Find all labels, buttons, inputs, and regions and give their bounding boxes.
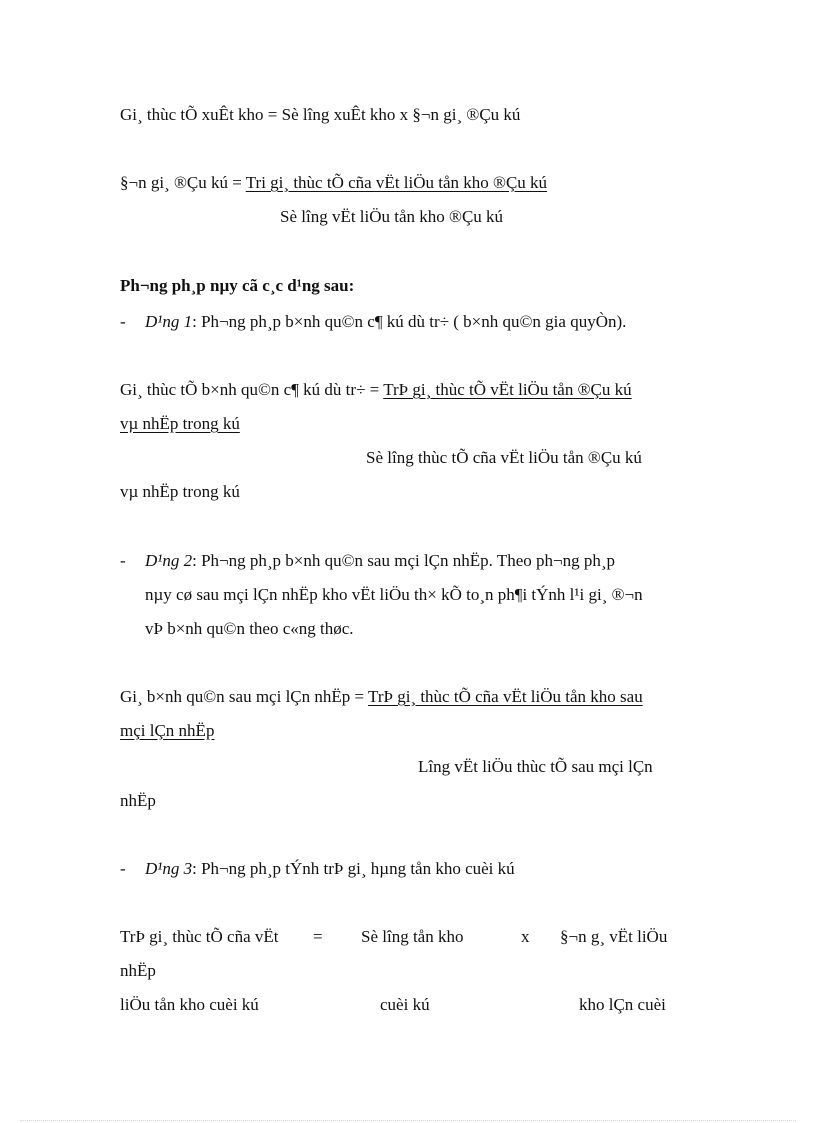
formula-numerator: TrÞ gi¸ thùc tÕ vËt liÖu tån ®Çu kú xyxy=(383,380,632,399)
formula-prefix: Gi¸ b×nh qu©n sau mçi lÇn nhËp = xyxy=(120,687,369,706)
export-price-formula: Gi¸ thùc tÕ xuÊt kho = Sè lîng xuÊt kho x §¬n gi¸ ®Çu kú xyxy=(120,105,521,124)
closing-formula-line-2: nhËp xyxy=(120,961,156,980)
method-text: : Ph¬ng ph¸p tÝnh trÞ gi¸ hµng tån kho cuèi kú xyxy=(192,859,515,878)
section-heading: Ph¬ng ph¸p nµy cã c¸c d¹ng sau: xyxy=(120,276,355,295)
bullet-dash: - xyxy=(120,312,126,331)
closing-formula-term-2: Sè lîng tån kho xyxy=(361,927,464,946)
method-label: D¹ng 2 xyxy=(145,551,193,570)
closing-formula-equals: = xyxy=(313,927,323,946)
method-text: : Ph¬ng ph¸p b×nh qu©n c¶ kú dù tr÷ ( b×nh qu©n gia quyÒn). xyxy=(192,312,627,331)
formula-numerator-continued: mçi lÇn nhËp xyxy=(120,721,215,740)
formula-numerator: Tri gi¸ thùc tÕ cña vËt liÖu tån kho ®Çu kú xyxy=(245,173,548,192)
formula-denominator-continued: nhËp xyxy=(120,791,156,810)
method-2-line-2: nµy cø sau mçi lÇn nhËp kho vËt liÖu th× kÕ to¸n ph¶i tÝnh l¹i gi¸ ®¬n xyxy=(145,585,643,604)
page-bottom-border xyxy=(20,1120,796,1121)
method-label: D¹ng 1 xyxy=(145,312,193,331)
method-text: : Ph¬ng ph¸p b×nh qu©n sau mçi lÇn nhËp. Theo ph¬ng ph¸p xyxy=(192,551,616,570)
bullet-dash: - xyxy=(120,859,126,878)
formula-prefix: Gi¸ thùc tÕ b×nh qu©n c¶ kú dù tr÷ = xyxy=(120,380,384,399)
method-3-line xyxy=(145,858,515,880)
closing-formula-times: x xyxy=(521,927,530,946)
formula-numerator-continued: vµ nhËp trong kú xyxy=(120,414,240,433)
weighted-average-line xyxy=(120,379,632,401)
formula-denominator: Sè lîng vËt liÖu tån kho ®Çu kú xyxy=(280,207,504,226)
formula-denominator: Lîng vËt liÖu thùc tÕ sau mçi lÇn xyxy=(418,757,653,776)
formula-denominator-continued: vµ nhËp trong kú xyxy=(120,482,240,501)
bullet-dash: - xyxy=(120,551,126,570)
method-2-line xyxy=(145,550,615,572)
closing-formula-term-1-cont: liÖu tån kho cuèi kú xyxy=(120,995,259,1014)
closing-formula-term-3: §¬n g¸ vËt liÖu xyxy=(560,927,668,946)
moving-average-line xyxy=(120,686,643,708)
closing-formula-term-1: TrÞ gi¸ thùc tÕ cña vËt xyxy=(120,927,279,946)
formula-prefix: §¬n gi¸ ®Çu kú = xyxy=(120,173,246,192)
method-1-line xyxy=(145,311,626,333)
formula-numerator: TrÞ gi¸ thùc tÕ cña vËt liÖu tån kho sau xyxy=(368,687,643,706)
formula-denominator: Sè lîng thùc tÕ cña vËt liÖu tån ®Çu kú xyxy=(366,448,642,467)
opening-unit-price-line xyxy=(120,172,547,194)
closing-formula-term-3-cont: kho lÇn cuèi xyxy=(579,995,666,1014)
method-2-line-3: vÞ b×nh qu©n theo c«ng thøc. xyxy=(145,619,354,638)
method-label: D¹ng 3 xyxy=(145,859,193,878)
closing-formula-term-2-cont: cuèi kú xyxy=(380,995,430,1014)
